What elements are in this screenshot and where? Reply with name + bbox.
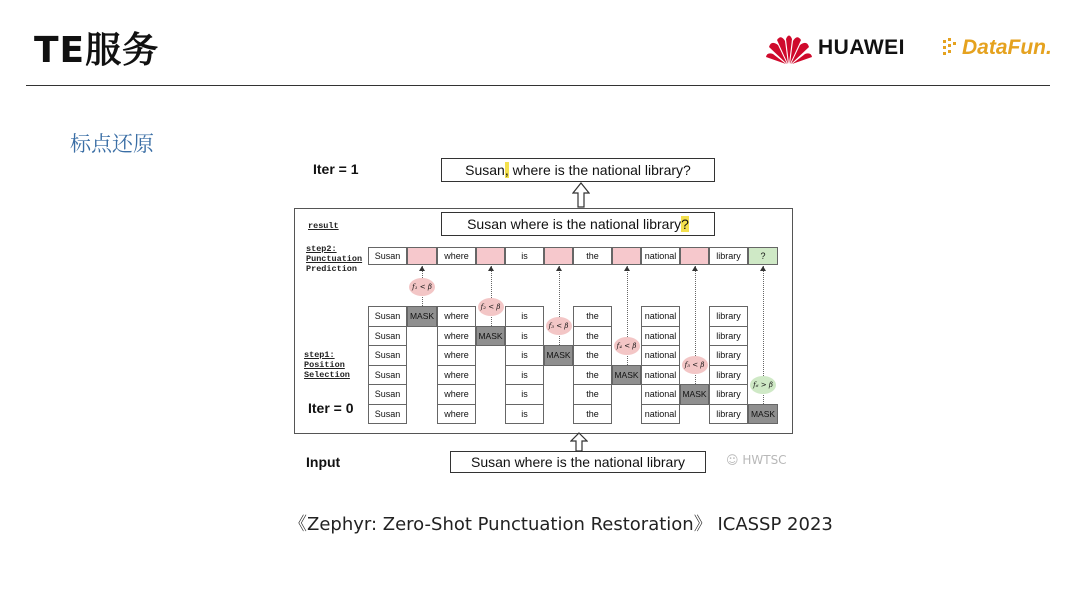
watermark-text: HWTSC	[742, 453, 787, 467]
grid-word-cell: the	[573, 404, 612, 425]
datafun-wordmark: DataFun.	[962, 36, 1052, 59]
iter1-comma: ,	[504, 162, 509, 178]
arrow-up-icon	[760, 266, 766, 271]
step2-label	[306, 244, 362, 274]
mask-cell: MASK	[476, 326, 505, 347]
step2-line1: step2:	[306, 244, 337, 254]
grid-word-cell: the	[573, 365, 612, 386]
grid-word-cell: national	[641, 384, 680, 405]
mask-cell: MASK	[680, 384, 709, 405]
grid-word-cell: Susan	[368, 326, 407, 347]
step2-line2: Punctuation	[306, 254, 363, 264]
grid-word-cell: where	[437, 365, 476, 386]
grid-word-cell: the	[573, 306, 612, 327]
grid-word-cell: Susan	[368, 345, 407, 366]
grid-word-cell: where	[437, 326, 476, 347]
step1-line1: step1:	[304, 350, 335, 360]
step1-line3: Selection	[304, 370, 350, 380]
input-sentence: Susan where is the national library	[470, 454, 685, 470]
header-divider	[26, 85, 1050, 86]
grid-word-cell: library	[709, 326, 748, 347]
up-arrow-icon	[570, 432, 588, 452]
huawei-petal-icon	[766, 31, 812, 65]
step1-line2: Position	[304, 360, 345, 370]
grid-word-cell: is	[505, 404, 544, 425]
grid-word-cell: is	[505, 306, 544, 327]
grid-word-cell: national	[641, 326, 680, 347]
grid-word-cell: national	[641, 345, 680, 366]
iter1-label: Iter = 1	[313, 161, 359, 177]
mask-cell: MASK	[748, 404, 778, 425]
page-title: TE服务	[34, 30, 160, 71]
grid-word-cell: library	[709, 404, 748, 425]
iter1-sentence-box	[441, 158, 715, 182]
section-label: 标点还原	[70, 132, 154, 156]
arrow-up-icon	[692, 266, 698, 271]
score-badge: f₃ < β	[546, 317, 572, 335]
step2-punct-cell	[544, 247, 573, 265]
step2-word-cell: national	[641, 247, 680, 265]
iter1-sentence-pre: Susan	[465, 162, 505, 178]
dotted-connector	[491, 266, 492, 326]
step2-word-cell: library	[709, 247, 748, 265]
result-sentence-pre: Susan where is the national library	[467, 216, 682, 232]
grid-word-cell: national	[641, 365, 680, 386]
input-label: Input	[306, 454, 341, 470]
grid-word-cell: national	[641, 306, 680, 327]
step2-word-cell: the	[573, 247, 612, 265]
zephyr-diagram	[290, 150, 810, 480]
step1-label	[304, 350, 350, 380]
up-arrow-icon	[572, 182, 590, 208]
mask-cell: MASK	[612, 365, 641, 386]
input-sentence-box	[450, 451, 706, 473]
step2-word-cell: Susan	[368, 247, 407, 265]
arrow-up-icon	[624, 266, 630, 271]
step2-punct-cell: ?	[748, 247, 778, 265]
grid-word-cell: is	[505, 384, 544, 405]
grid-word-cell: national	[641, 404, 680, 425]
grid-word-cell: library	[709, 384, 748, 405]
arrow-up-icon	[556, 266, 562, 271]
mask-cell: MASK	[544, 345, 573, 366]
step2-punct-cell	[612, 247, 641, 265]
iter1-sentence-post: where is the national library?	[508, 162, 691, 178]
iter0-label: Iter = 0	[308, 400, 354, 416]
score-badge: f₆ > β	[750, 376, 776, 394]
wechat-icon: ☺	[726, 453, 739, 467]
score-badge: f₂ < β	[478, 298, 504, 316]
grid-word-cell: Susan	[368, 384, 407, 405]
huawei-logo	[766, 30, 905, 66]
grid-word-cell: library	[709, 306, 748, 327]
datafun-logo	[942, 30, 1052, 66]
score-badge: f₅ < β	[682, 356, 708, 374]
grid-word-cell: library	[709, 365, 748, 386]
grid-word-cell: where	[437, 345, 476, 366]
grid-word-cell: is	[505, 365, 544, 386]
step2-word-cell: where	[437, 247, 476, 265]
grid-word-cell: Susan	[368, 306, 407, 327]
grid-word-cell: where	[437, 404, 476, 425]
watermark	[726, 453, 787, 467]
step2-punct-cell	[476, 247, 505, 265]
datafun-dots-icon	[942, 36, 960, 60]
grid-word-cell: is	[505, 345, 544, 366]
grid-word-cell: where	[437, 384, 476, 405]
paper-caption: 《Zephyr: Zero-Shot Punctuation Restoration》 ICASSP 2023	[289, 514, 833, 535]
grid-word-cell: the	[573, 345, 612, 366]
huawei-wordmark: HUAWEI	[818, 36, 905, 59]
result-sentence-box	[441, 212, 715, 236]
grid-word-cell: Susan	[368, 365, 407, 386]
grid-word-cell: library	[709, 345, 748, 366]
result-label: result	[308, 221, 339, 231]
grid-word-cell: is	[505, 326, 544, 347]
step2-line3: Prediction	[306, 264, 358, 274]
result-question: ?	[681, 216, 689, 232]
arrow-up-icon	[488, 266, 494, 271]
arrow-up-icon	[419, 266, 425, 271]
grid-word-cell: the	[573, 384, 612, 405]
step2-word-cell: is	[505, 247, 544, 265]
score-badge: f₄ < β	[614, 337, 640, 355]
step2-punct-cell	[407, 247, 437, 265]
grid-word-cell: where	[437, 306, 476, 327]
grid-word-cell: Susan	[368, 404, 407, 425]
grid-word-cell: the	[573, 326, 612, 347]
score-badge: f₁ < β	[409, 278, 435, 296]
step2-punct-cell	[680, 247, 709, 265]
mask-cell: MASK	[407, 306, 437, 327]
